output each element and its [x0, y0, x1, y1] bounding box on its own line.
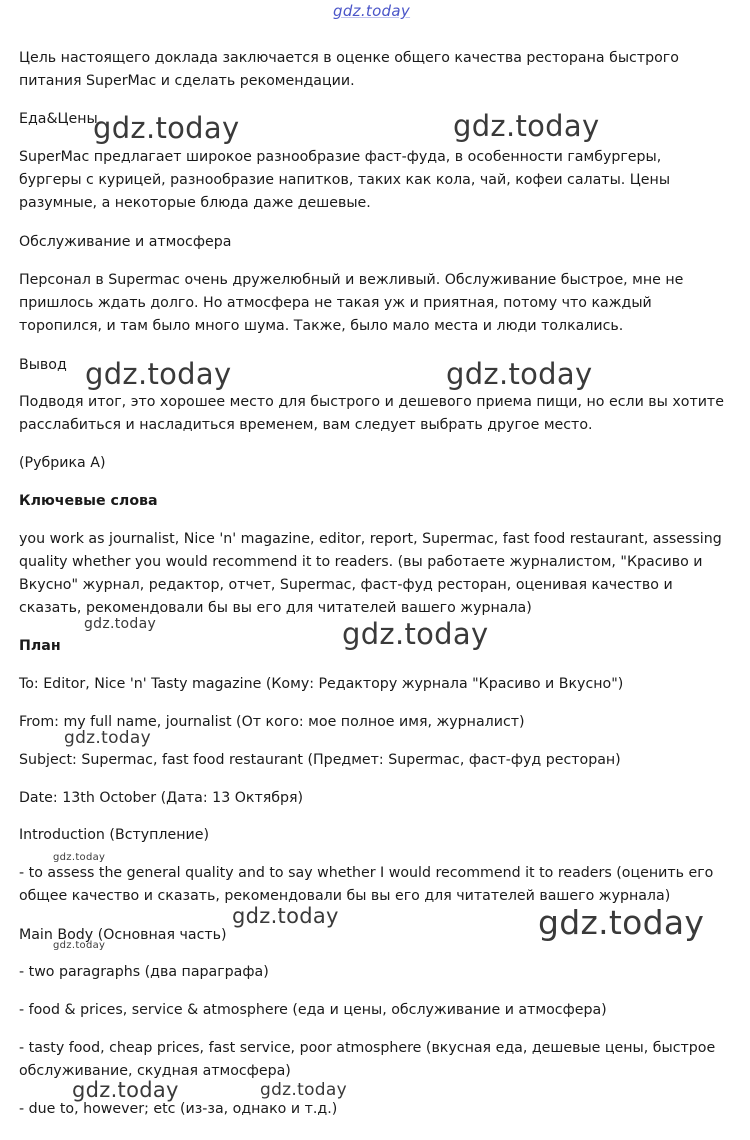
watermark: gdz.today: [64, 728, 151, 748]
plan-main-body-linkers: - due to, however; etc (из-за, однако и т.д.): [19, 1101, 338, 1117]
plan-from: From: my full name, journalist (От кого: мое полное имя, журналист): [19, 714, 525, 730]
plan-date: Date: 13th October (Дата: 13 Октября): [19, 790, 304, 806]
watermark: gdz.today: [84, 616, 157, 632]
plan-introduction-detail: - to assess the general quality and to say whether I would recommend it to readers (оценить его общее качество и сказать, рекомендовали бы вы его для читателей вашего журнала): [19, 865, 714, 904]
heading-plan: План: [19, 638, 61, 654]
plan-main-body: Main Body (Основная часть): [19, 927, 227, 943]
paragraph-keywords: you work as journalist, Nice 'n' magazine, editor, report, Supermac, fast food restaurant, assessing quality whether you would recommend it to readers. (вы работаете журналистом, "Красиво и Вкусно" журнал, редактор, отчет, Supermac, фаст-фуд ресторан, оценивая качество и сказать, рекомендовали бы вы его для читателей вашего журнала): [19, 531, 722, 616]
heading-conclusion: Вывод: [19, 357, 67, 373]
watermark: gdz.today: [538, 903, 705, 942]
watermark: gdz.today: [342, 617, 489, 651]
watermark: gdz.today: [232, 904, 339, 928]
watermark: gdz.today: [53, 940, 106, 951]
plan-main-body-paragraphs: - two paragraphs (два параграфа): [19, 964, 269, 980]
watermark: gdz.today: [72, 1078, 179, 1102]
watermark: gdz.today: [453, 109, 600, 143]
paragraph-conclusion: Подводя итог, это хорошее место для быстрого и дешевого приема пищи, но если вы хотите расслабиться и насладиться временем, вам следует выбрать другое место.: [19, 394, 724, 433]
plan-main-body-topics: - food & prices, service & atmosphere (еда и цены, обслуживание и атмосфера): [19, 1002, 607, 1018]
rubric-label: (Рубрика А): [19, 455, 106, 471]
plan-main-body-points: - tasty food, cheap prices, fast service, poor atmosphere (вкусная еда, дешевые цены, быстрое обслуживание, скудная атмосфера): [19, 1040, 716, 1079]
heading-keywords: Ключевые слова: [19, 493, 158, 509]
watermark: gdz.today: [446, 357, 593, 391]
watermark: gdz.today: [53, 852, 106, 863]
paragraph-service-atmosphere: Персонал в Supermac очень дружелюбный и вежливый. Обслуживание быстрое, мне не пришлось ждать долго. Но атмосфера не такая уж и приятная, потому что каждый торопился, и там было много шума. Также, было мало места и люди толкались.: [19, 272, 684, 334]
watermark: gdz.today: [85, 357, 232, 391]
heading-service-atmosphere: Обслуживание и атмосфера: [19, 234, 232, 250]
plan-introduction: Introduction (Вступление): [19, 827, 209, 843]
plan-to: To: Editor, Nice 'n' Tasty magazine (Кому: Редактору журнала "Красиво и Вкусно"): [19, 676, 624, 692]
watermark: gdz.today: [260, 1080, 347, 1100]
plan-subject: Subject: Supermac, fast food restaurant (Предмет: Supermac, фаст-фуд ресторан): [19, 752, 621, 768]
paragraph-food-prices: SuperMac предлагает широкое разнообразие фаст-фуда, в особенности гамбургеры, бургеры с курицей, разнообразие напитков, таких как кола, чай, кофеи салаты. Цены разумные, а некоторые блюда даже дешевые.: [19, 149, 671, 211]
watermark: gdz.today: [93, 111, 240, 145]
paragraph-intro: Цель настоящего доклада заключается в оценке общего качества ресторана быстрого питания SuperMac и сделать рекомендации.: [19, 50, 679, 89]
header-watermark: gdz.today: [333, 2, 411, 20]
heading-food-prices: Еда&Цены: [19, 111, 98, 127]
